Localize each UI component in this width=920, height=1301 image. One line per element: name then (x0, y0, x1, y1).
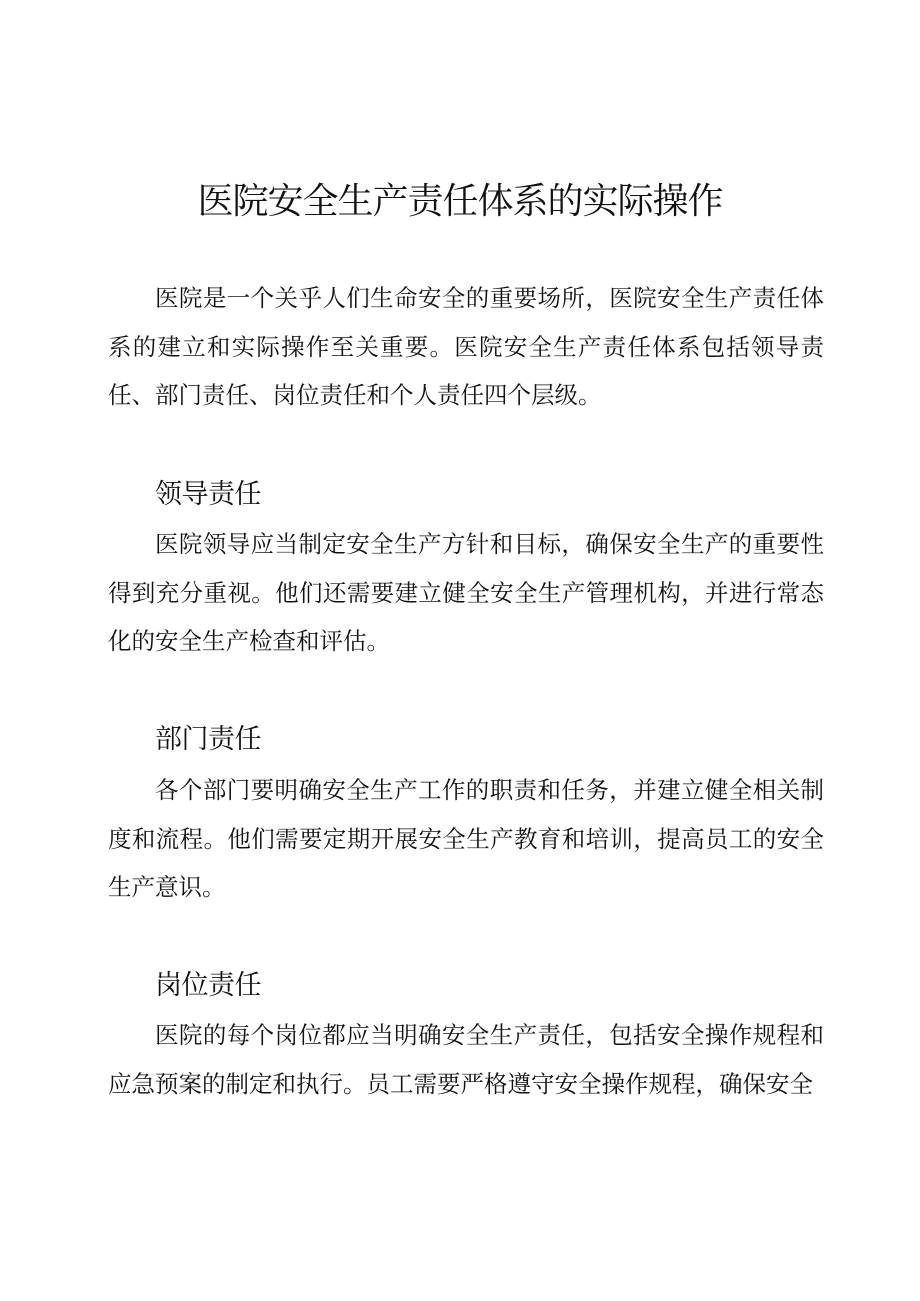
section-heading-position: 岗位责任 (155, 970, 261, 1001)
document-title: 医院安全生产责任体系的实际操作 (197, 181, 723, 222)
section-body-department: 各个部门要明确安全生产工作的职责和任务，并建立健全相关制度和流程。他们需要定期开展安全生产教育和培训，提高员工的安全生产意识。 (108, 776, 824, 901)
section-body-position: 医院的每个岗位都应当明确安全生产责任，包括安全操作规程和应急预案的制定和执行。员工需要严格遵守安全操作规程，确保安全 (108, 1021, 824, 1098)
section-heading-department: 部门责任 (155, 724, 261, 755)
intro-paragraph: 医院是一个关乎人们生命安全的重要场所，医院安全生产责任体系的建立和实际操作至关重要。医院安全生产责任体系包括领导责任、部门责任、岗位责任和个人责任四个层级。 (108, 284, 824, 409)
section-heading-leadership: 领导责任 (155, 479, 261, 510)
section-body-leadership: 医院领导应当制定安全生产方针和目标，确保安全生产的重要性得到充分重视。他们还需要建立健全安全生产管理机构，并进行常态化的安全生产检查和评估。 (108, 530, 824, 655)
